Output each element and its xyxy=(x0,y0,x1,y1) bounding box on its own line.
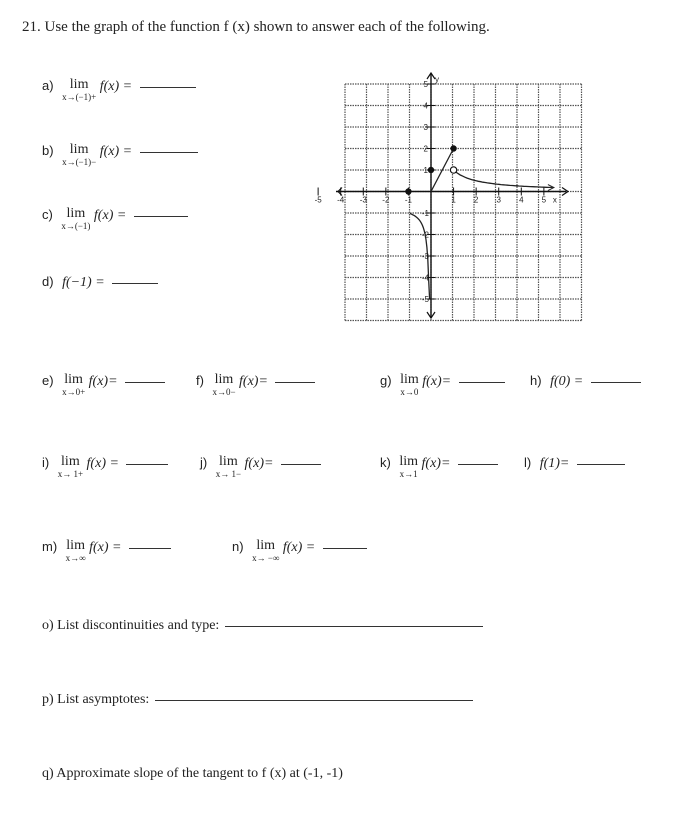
answer-blank-b[interactable] xyxy=(140,151,198,153)
limit-word: lim xyxy=(64,372,83,387)
item-b-limit xyxy=(62,143,96,167)
item-j xyxy=(200,455,321,479)
closed-point xyxy=(428,167,434,173)
answer-line-o[interactable] xyxy=(225,625,483,627)
answer-blank-e[interactable] xyxy=(125,381,165,383)
y-tick-label: 1 xyxy=(423,166,428,175)
y-tick-label: -4 xyxy=(421,273,429,283)
item-j-label: j) xyxy=(200,455,208,470)
answer-blank-m[interactable] xyxy=(129,547,171,549)
y-tick-label: 4 xyxy=(423,101,428,111)
item-m-fn: f(x) = xyxy=(89,540,122,555)
limit-word: lim xyxy=(69,142,89,157)
item-a-label: a) xyxy=(42,78,54,93)
item-j-fn: f(x)= xyxy=(244,456,274,471)
item-f-limit xyxy=(212,373,235,397)
x-tick-label: 5 xyxy=(541,195,547,205)
limit-word: lim xyxy=(219,454,238,469)
answer-blank-k[interactable] xyxy=(458,463,498,465)
item-i-fn: f(x) = xyxy=(86,456,119,471)
answer-blank-a[interactable] xyxy=(140,86,196,88)
item-k-limit xyxy=(399,455,418,479)
y-tick-label: -2 xyxy=(421,230,429,240)
graph-labels xyxy=(315,75,557,304)
limit-sub: x→0 xyxy=(400,387,419,397)
x-tick-label: 4 xyxy=(519,195,524,205)
function-graph xyxy=(314,75,568,320)
answer-blank-n[interactable] xyxy=(323,547,367,549)
item-m xyxy=(42,539,171,563)
item-f xyxy=(196,373,315,397)
limit-sub: x→(−1)+ xyxy=(62,92,97,102)
item-b-fn: f(x) = xyxy=(99,144,133,159)
answer-blank-g[interactable] xyxy=(459,381,505,383)
item-d xyxy=(42,274,158,291)
y-tick-label: -1 xyxy=(421,209,429,218)
y-tick-label: -5 xyxy=(421,295,429,304)
item-e-fn: f(x)= xyxy=(88,374,118,389)
closed-point xyxy=(405,188,411,194)
limit-sub: x→0− xyxy=(212,387,236,397)
item-m-label: m) xyxy=(42,539,58,554)
closed-point xyxy=(450,145,456,151)
item-e-label: e) xyxy=(42,373,54,388)
limit-word: lim xyxy=(399,454,419,469)
problem-title: 21. Use the graph of the function f (x) shown to answer each of the following. xyxy=(22,19,490,35)
item-k-label: k) xyxy=(380,455,391,470)
question-o xyxy=(42,618,483,634)
item-m-limit xyxy=(66,539,86,563)
y-tick-label: 2 xyxy=(423,144,428,154)
limit-sub: x→∞ xyxy=(65,553,86,563)
limit-word: lim xyxy=(66,538,85,553)
item-n-limit xyxy=(252,539,279,563)
item-n-label: n) xyxy=(232,539,244,554)
item-i-limit xyxy=(58,455,83,479)
x-tick-label: -3 xyxy=(359,195,367,205)
x-axis-label: x xyxy=(552,195,557,205)
item-g-label: g) xyxy=(380,373,392,388)
item-i xyxy=(42,455,168,479)
item-a-fn: f(x) = xyxy=(99,79,133,94)
item-c-limit xyxy=(61,207,90,231)
answer-blank-f[interactable] xyxy=(275,381,315,383)
item-l-fn: f(1)= xyxy=(539,456,570,471)
answer-blank-c[interactable] xyxy=(134,215,188,217)
item-k-fn: f(x)= xyxy=(421,456,451,471)
item-k xyxy=(380,455,498,479)
question-q-text: q) Approximate slope of the tangent to f (x) at (-1, -1) xyxy=(42,766,343,781)
x-tick-label: 3 xyxy=(496,195,501,205)
item-n-fn: f(x) = xyxy=(282,540,316,555)
item-f-label: f) xyxy=(196,373,204,388)
item-e-limit xyxy=(62,373,85,397)
limit-sub: x→0+ xyxy=(62,387,86,397)
limit-sub: x→1 xyxy=(399,469,418,479)
question-o-text: o) List discontinuities and type: xyxy=(42,618,220,633)
item-g xyxy=(380,373,505,397)
answer-blank-j[interactable] xyxy=(281,463,321,465)
item-a-limit xyxy=(62,78,96,102)
item-h-label: h) xyxy=(530,373,542,388)
limit-word: lim xyxy=(214,372,234,387)
item-l-label: l) xyxy=(524,455,532,470)
y-axis-label: y xyxy=(435,75,439,84)
question-p-text: p) List asymptotes: xyxy=(42,692,150,707)
answer-blank-d[interactable] xyxy=(112,282,158,284)
limit-word: lim xyxy=(61,454,80,469)
limit-sub: x→ 1− xyxy=(215,469,242,479)
x-tick-label: 1 xyxy=(451,195,456,205)
question-q xyxy=(42,766,343,782)
item-h xyxy=(530,373,641,390)
item-g-limit xyxy=(400,373,419,397)
item-f-fn: f(x)= xyxy=(239,374,268,389)
item-i-label: i) xyxy=(42,455,50,470)
x-tick-label: -4 xyxy=(337,195,345,205)
item-d-label: d) xyxy=(42,274,54,289)
item-h-fn: f(0) = xyxy=(550,374,584,389)
limit-sub: x→(−1) xyxy=(61,221,91,231)
item-c-label: c) xyxy=(42,207,53,222)
answer-blank-h[interactable] xyxy=(591,381,641,383)
x-tick-label: -1 xyxy=(404,195,412,205)
item-c xyxy=(42,207,188,231)
x-tick-label: -5 xyxy=(314,195,322,205)
limit-word: lim xyxy=(400,372,419,387)
open-point xyxy=(450,167,456,173)
limit-sub: x→(−1)− xyxy=(62,157,97,167)
item-b-label: b) xyxy=(42,143,54,158)
item-j-limit xyxy=(216,455,241,479)
x-tick-label: 2 xyxy=(473,195,479,205)
limit-sub: x→ −∞ xyxy=(252,553,280,563)
limit-word: lim xyxy=(66,206,86,221)
answer-blank-i[interactable] xyxy=(126,463,168,465)
answer-line-p[interactable] xyxy=(155,699,473,701)
item-b xyxy=(42,143,198,167)
question-p xyxy=(42,692,473,708)
item-a xyxy=(42,78,196,102)
y-tick-label: 5 xyxy=(423,80,428,89)
item-g-fn: f(x)= xyxy=(422,374,452,389)
y-tick-label: -3 xyxy=(421,252,429,261)
limit-word: lim xyxy=(69,77,89,92)
item-l xyxy=(524,455,625,472)
item-n xyxy=(232,539,367,563)
y-tick-label: 3 xyxy=(423,123,428,132)
answer-blank-l[interactable] xyxy=(577,463,625,465)
x-tick-label: -2 xyxy=(382,195,390,205)
item-d-fn: f(−1) = xyxy=(62,275,105,290)
item-e xyxy=(42,373,165,397)
limit-word: lim xyxy=(256,538,276,553)
item-c-fn: f(x) = xyxy=(93,208,127,223)
limit-sub: x→ 1+ xyxy=(57,469,84,479)
